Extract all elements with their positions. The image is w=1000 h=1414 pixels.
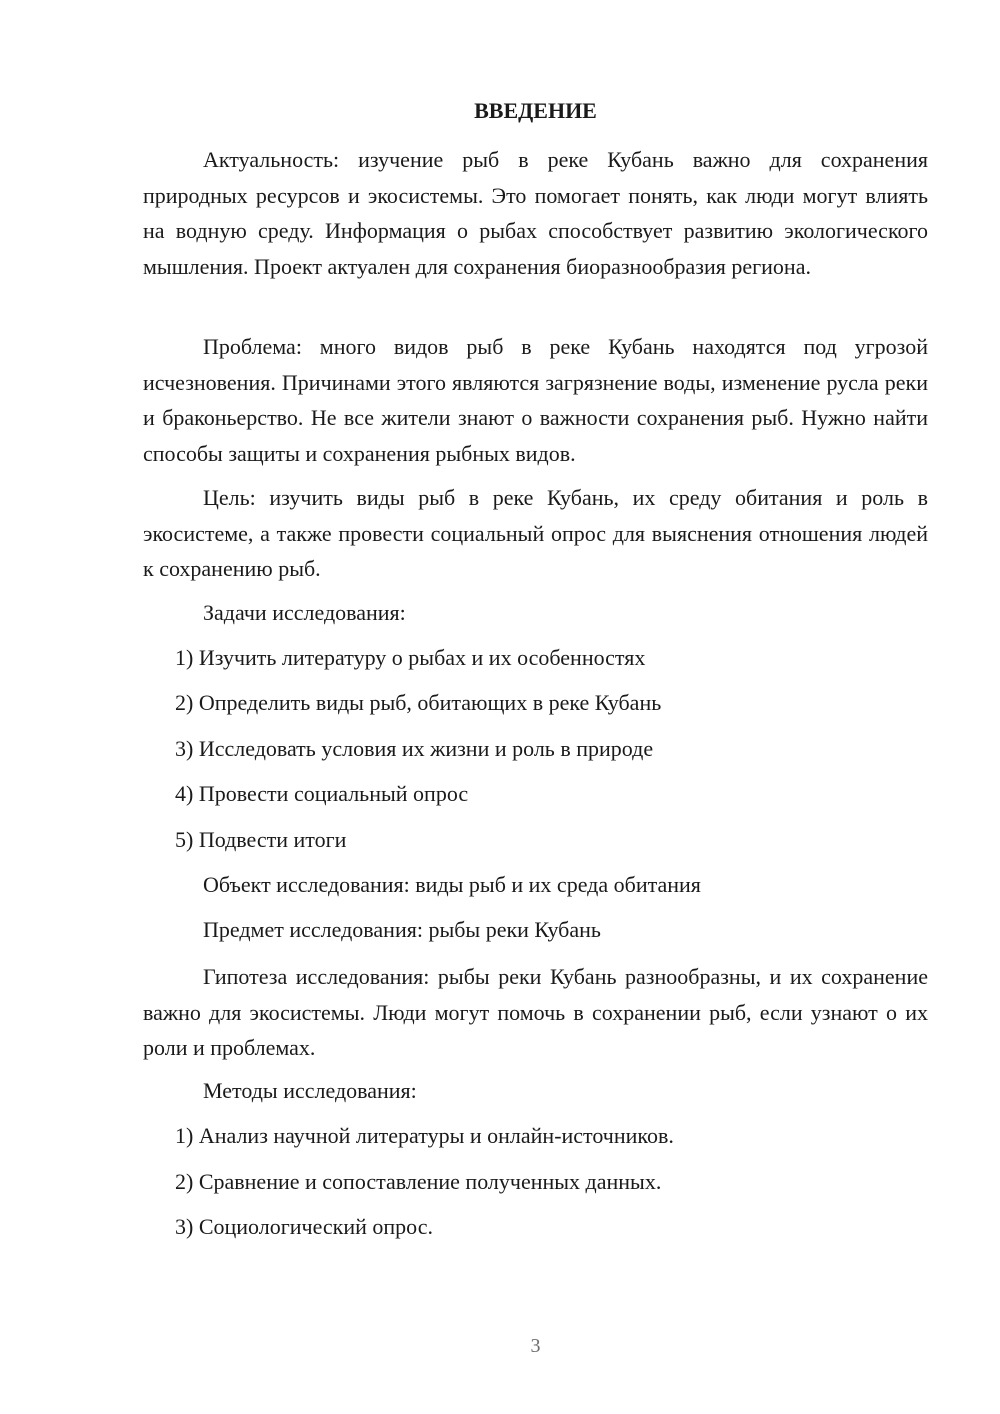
research-subject: Предмет исследования: рыбы реки Кубань	[203, 917, 601, 942]
task-item: 1) Изучить литературу о рыбах и их особенностях	[175, 645, 646, 670]
problem-paragraph: Проблема: много видов рыб в реке Кубань находятся под угрозой исчезновения. Причинами этого являются загрязнение воды, изменение русла реки и браконьерство. Не все жители знают о важности сохранения рыб. Нужно найти способы защиты и сохранения рыбных видов.	[143, 334, 928, 466]
task-item: 2) Определить виды рыб, обитающих в реке Кубань	[175, 690, 662, 715]
goal-paragraph: Цель: изучить виды рыб в реке Кубань, их среду обитания и роль в экосистеме, а также провести социальный опрос для выяснения отношения людей к сохранению рыб.	[143, 485, 928, 581]
tasks-heading: Задачи исследования:	[203, 600, 406, 625]
document-page	[143, 0, 928, 1414]
section-heading: ВВЕДЕНИЕ	[474, 98, 597, 123]
research-object: Объект исследования: виды рыб и их среда обитания	[203, 872, 701, 897]
task-item: 5) Подвести итоги	[175, 827, 347, 852]
hypothesis-paragraph: Гипотеза исследования: рыбы реки Кубань разнообразны, и их сохранение важно для экосистемы. Люди могут помочь в сохранении рыб, если узнают о их роли и проблемах.	[143, 964, 928, 1060]
method-item: 1) Анализ научной литературы и онлайн-источников.	[175, 1123, 674, 1148]
task-item: 4) Провести социальный опрос	[175, 781, 469, 806]
methods-heading: Методы исследования:	[203, 1078, 417, 1103]
method-item: 3) Социологический опрос.	[175, 1214, 433, 1239]
method-item: 2) Сравнение и сопоставление полученных данных.	[175, 1169, 662, 1194]
page-number: 3	[530, 1335, 541, 1357]
relevance-paragraph: Актуальность: изучение рыб в реке Кубань важно для сохранения природных ресурсов и экосистемы. Это помогает понять, как люди могут влиять на водную среду. Информация о рыбах способствует развитию экологического мышления. Проект актуален для сохранения биоразнообразия региона.	[143, 147, 928, 279]
task-item: 3) Исследовать условия их жизни и роль в природе	[175, 736, 654, 761]
